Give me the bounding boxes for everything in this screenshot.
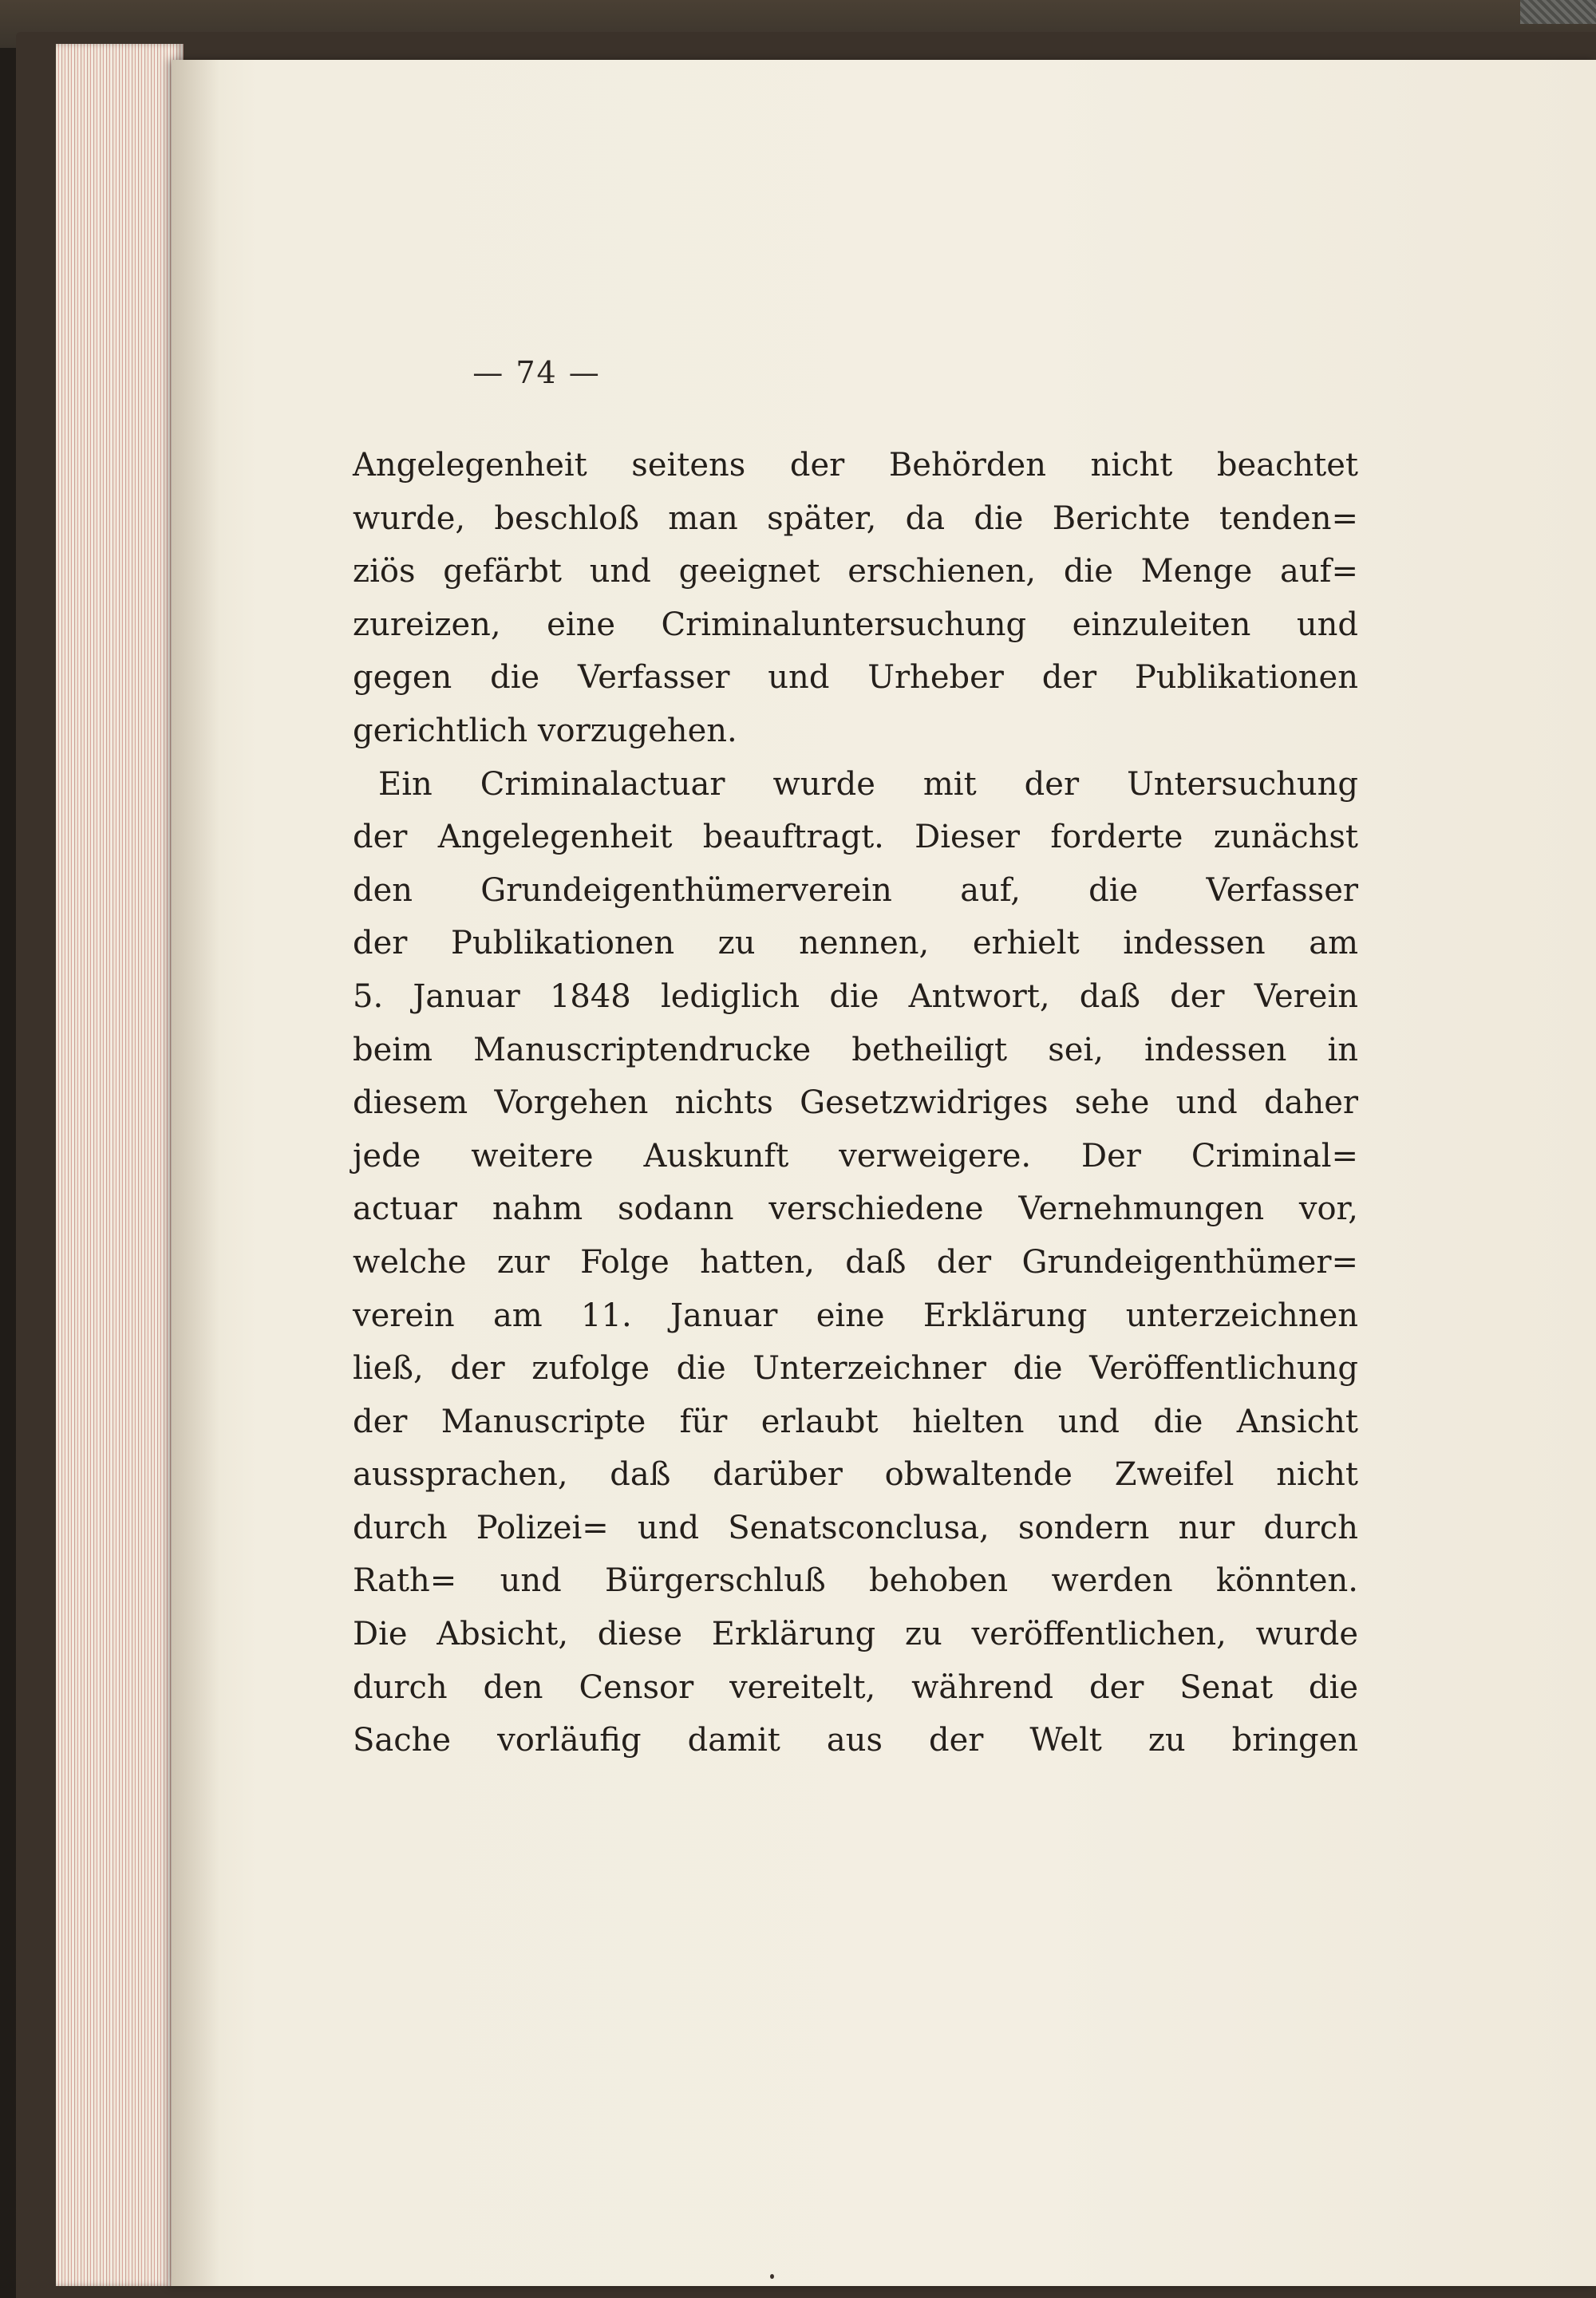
text-line: gerichtlich vorzugehen.	[353, 712, 737, 749]
text-line: actuar nahm sodann verschiedene Vernehmungen vor,	[353, 1190, 1358, 1228]
text-line: Sache vorläufig damit aus der Welt zu bringen	[353, 1722, 1358, 1759]
text-line: Ein Criminalactuar wurde mit der Untersuchung	[378, 765, 1358, 803]
text-line: der Angelegenheit beauftragt. Dieser forderte zunächst	[353, 819, 1358, 856]
text-line: jede weitere Auskunft verweigere. Der Criminal=	[353, 1137, 1358, 1175]
text-line: wurde, beschloß man später, da die Berichte tenden=	[353, 499, 1358, 537]
text-line: beim Manuscriptendrucke betheiligt sei, indessen in	[353, 1031, 1358, 1068]
text-line: der Publikationen zu nennen, erhielt indessen am	[353, 925, 1358, 962]
text-line: den Grundeigenthümerverein auf, die Verfasser	[353, 871, 1358, 909]
text-line: gegen die Verfasser und Urheber der Publikationen	[353, 659, 1358, 697]
cover-corner-texture	[1520, 0, 1596, 24]
text-line: ziös gefärbt und geeignet erschienen, die Menge auf=	[353, 553, 1358, 590]
page-number: — 74 —	[472, 355, 601, 390]
text-line: ließ, der zufolge die Unterzeichner die Veröffentlichung	[353, 1350, 1358, 1388]
text-line: diesem Vorgehen nichts Gesetzwidriges sehe und daher	[353, 1084, 1358, 1122]
text-line: zureizen, eine Criminaluntersuchung einzuleiten und	[353, 606, 1358, 643]
text-line: Die Absicht, diese Erklärung zu veröffentlichen, wurde	[353, 1616, 1358, 1653]
text-line: 5. Januar 1848 lediglich die Antwort, daß der Verein	[353, 977, 1358, 1015]
body-text	[353, 439, 1358, 1767]
text-line: durch Polizei= und Senatsconclusa, sondern nur durch	[353, 1509, 1358, 1546]
text-line: verein am 11. Januar eine Erklärung unterzeichnen	[353, 1297, 1358, 1334]
text-line: aussprachen, daß darüber obwaltende Zweifel nicht	[353, 1456, 1358, 1494]
text-line: der Manuscripte für erlaubt hielten und die Ansicht	[353, 1403, 1358, 1440]
gutter-shadow	[172, 60, 219, 2286]
paper-speck	[770, 2274, 774, 2279]
text-line: Angelegenheit seitens der Behörden nicht beachtet	[353, 447, 1358, 484]
text-line: Rath= und Bürgerschluß behoben werden könnten.	[353, 1562, 1358, 1600]
text-line: durch den Censor vereitelt, während der Senat die	[353, 1668, 1358, 1706]
text-line: welche zur Folge hatten, daß der Grundeigenthümer=	[353, 1243, 1358, 1281]
